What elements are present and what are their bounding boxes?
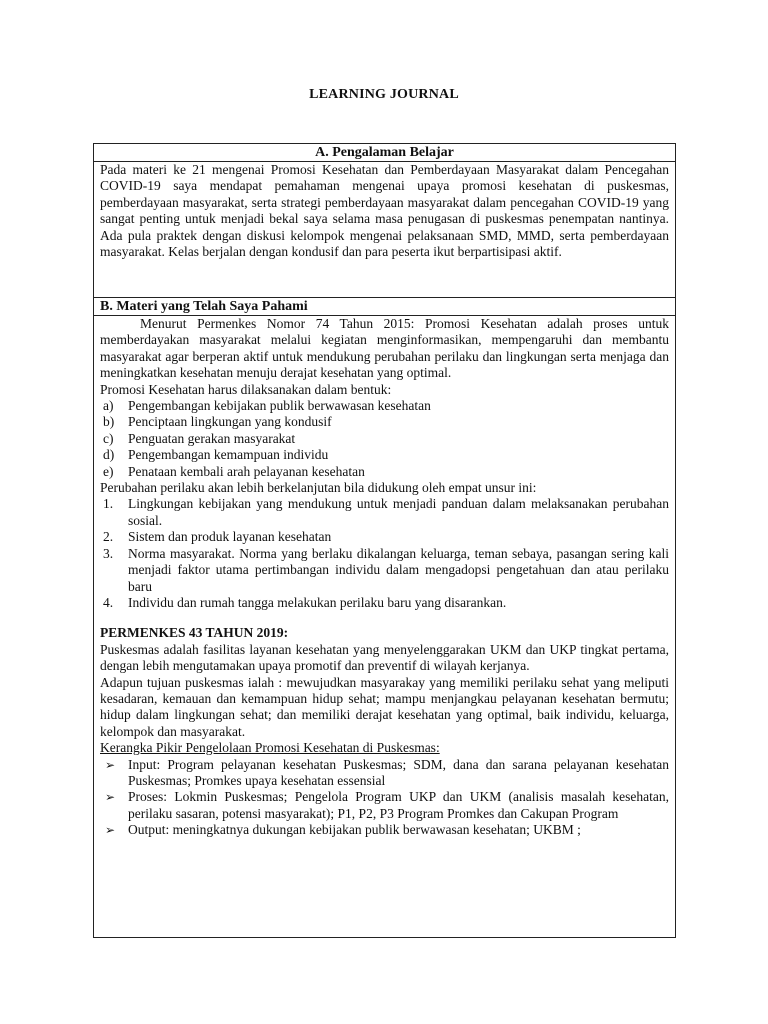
framework-list: [100, 757, 669, 839]
framework-heading: Kerangka Pikir Pengelolaan Promosi Kesehatan di Puskesmas:: [100, 740, 440, 756]
list-item: 2. Sistem dan produk layanan kesehatan: [103, 529, 332, 545]
page-title: LEARNING JOURNAL: [309, 87, 459, 102]
section-b-heading: B. Materi yang Telah Saya Pahami: [94, 297, 675, 316]
puskesmas-definition: Puskesmas adalah fasilitas layanan kesehatan yang menyelenggarakan UKM dan UKP tingkat pertama, dengan lebih mengutamakan upaya promotif dan preventif di wilayah kerjanya.: [100, 641, 669, 674]
section-b-body: [94, 316, 675, 937]
permenkes-74-paragraph: Menurut Permenkes Nomor 74 Tahun 2015: Promosi Kesehatan adalah proses untuk memberdayakan masyarakat melalui kegiatan menginformasikan, mempengaruhi dan membantu masyarakat agar berperan aktif untuk mendukung perubahan perilaku dan lingkungan serta menjaga dan meningkatkan kesehatan menuju derajat kesehatan yang optimal.: [100, 316, 669, 381]
journal-table: [93, 143, 676, 938]
list-item: ➢ Output: meningkatnya dukungan kebijakan publik berwawasan kesehatan; UKBM ;: [105, 822, 581, 838]
section-a-heading: A. Pengalaman Belajar: [94, 144, 675, 162]
list-item: d) Pengembangan kemampuan individu: [103, 447, 329, 463]
elements-list: [100, 496, 669, 611]
list-item: 4. Individu dan rumah tangga melakukan perilaku baru yang disarankan.: [103, 594, 507, 610]
list-item: c) Penguatan gerakan masyarakat: [103, 430, 296, 446]
list-item: a) Pengembangan kebijakan publik berwawasan kesehatan: [103, 398, 431, 414]
list-item: 3. Norma masyarakat. Norma yang berlaku dikalangan keluarga, teman sebaya, pasangan sering kali menjadi faktor utama pertimbangan individu dalam mengadopsi pengetahuan dan atau perilaku baru: [103, 545, 669, 594]
elements-lead: Perubahan perilaku akan lebih berkelanjutan bila didukung oleh empat unsur ini:: [100, 480, 537, 496]
section-a-text: Pada materi ke 21 mengenai Promosi Kesehatan dan Pemberdayaan Masyarakat dalam Pencegahan COVID-19 saya mendapat pemahaman mengenai upaya promosi kesehatan di puskesmas, pemberdayaan masyarakat, serta strategi pemberdayaan masyarakat dalam pencegahan COVID-19 yang sangat penting untuk menjadi bekal saya selama masa penugasan di puskesmas penempatan nantinya. Ada pula praktek dengan diskusi kelompok mengenai pelaksanaan SMD, MMD, serta pemberdayaan masyarakat. Kelas berjalan dengan kondusif dan para peserta ikut berpartisipasi aktif.: [100, 162, 669, 260]
section-a-body: [94, 162, 675, 297]
arrow-bullet-icon: ➢: [105, 790, 116, 805]
puskesmas-goal: Adapun tujuan puskesmas ialah : mewujudkan masyarakay yang memiliki perilaku sehat yang meliputi kesadaran, kemauan dan kemampuan hidup sehat; mampu menjangkau pelayanan kesehatan bermutu; hidup dalam lingkungan sehat; dan memiliki derajat kesehatan yang optimal, baik individu, keluarga, kelompok dan masyarakat.: [100, 674, 669, 739]
arrow-bullet-icon: ➢: [105, 757, 116, 772]
list-item: e) Penataan kembali arah pelayanan kesehatan: [103, 463, 365, 479]
forms-list: [100, 398, 669, 480]
forms-lead: Promosi Kesehatan harus dilaksanakan dalam bentuk:: [100, 381, 392, 397]
arrow-bullet-icon: ➢: [105, 823, 116, 838]
permenkes-43-heading: PERMENKES 43 TAHUN 2019:: [100, 625, 289, 641]
list-item: ➢ Input: Program pelayanan kesehatan Puskesmas; SDM, dana dan sarana pelayanan kesehatan Puskesmas; Promkes upaya kesehatan essensial: [105, 756, 669, 788]
list-item: ➢ Proses: Lokmin Puskesmas; Pengelola Program UKP dan UKM (analisis masalah kesehatan, perilaku sasaran, potensi masyarakat); P1, P2, P3 Program Promkes dan Cakupan Program: [105, 789, 669, 821]
list-item: 1. Lingkungan kebijakan yang mendukung untuk menjadi panduan dalam melaksanakan perubahan sosial.: [103, 496, 669, 528]
list-item: b) Penciptaan lingkungan yang kondusif: [103, 414, 332, 430]
